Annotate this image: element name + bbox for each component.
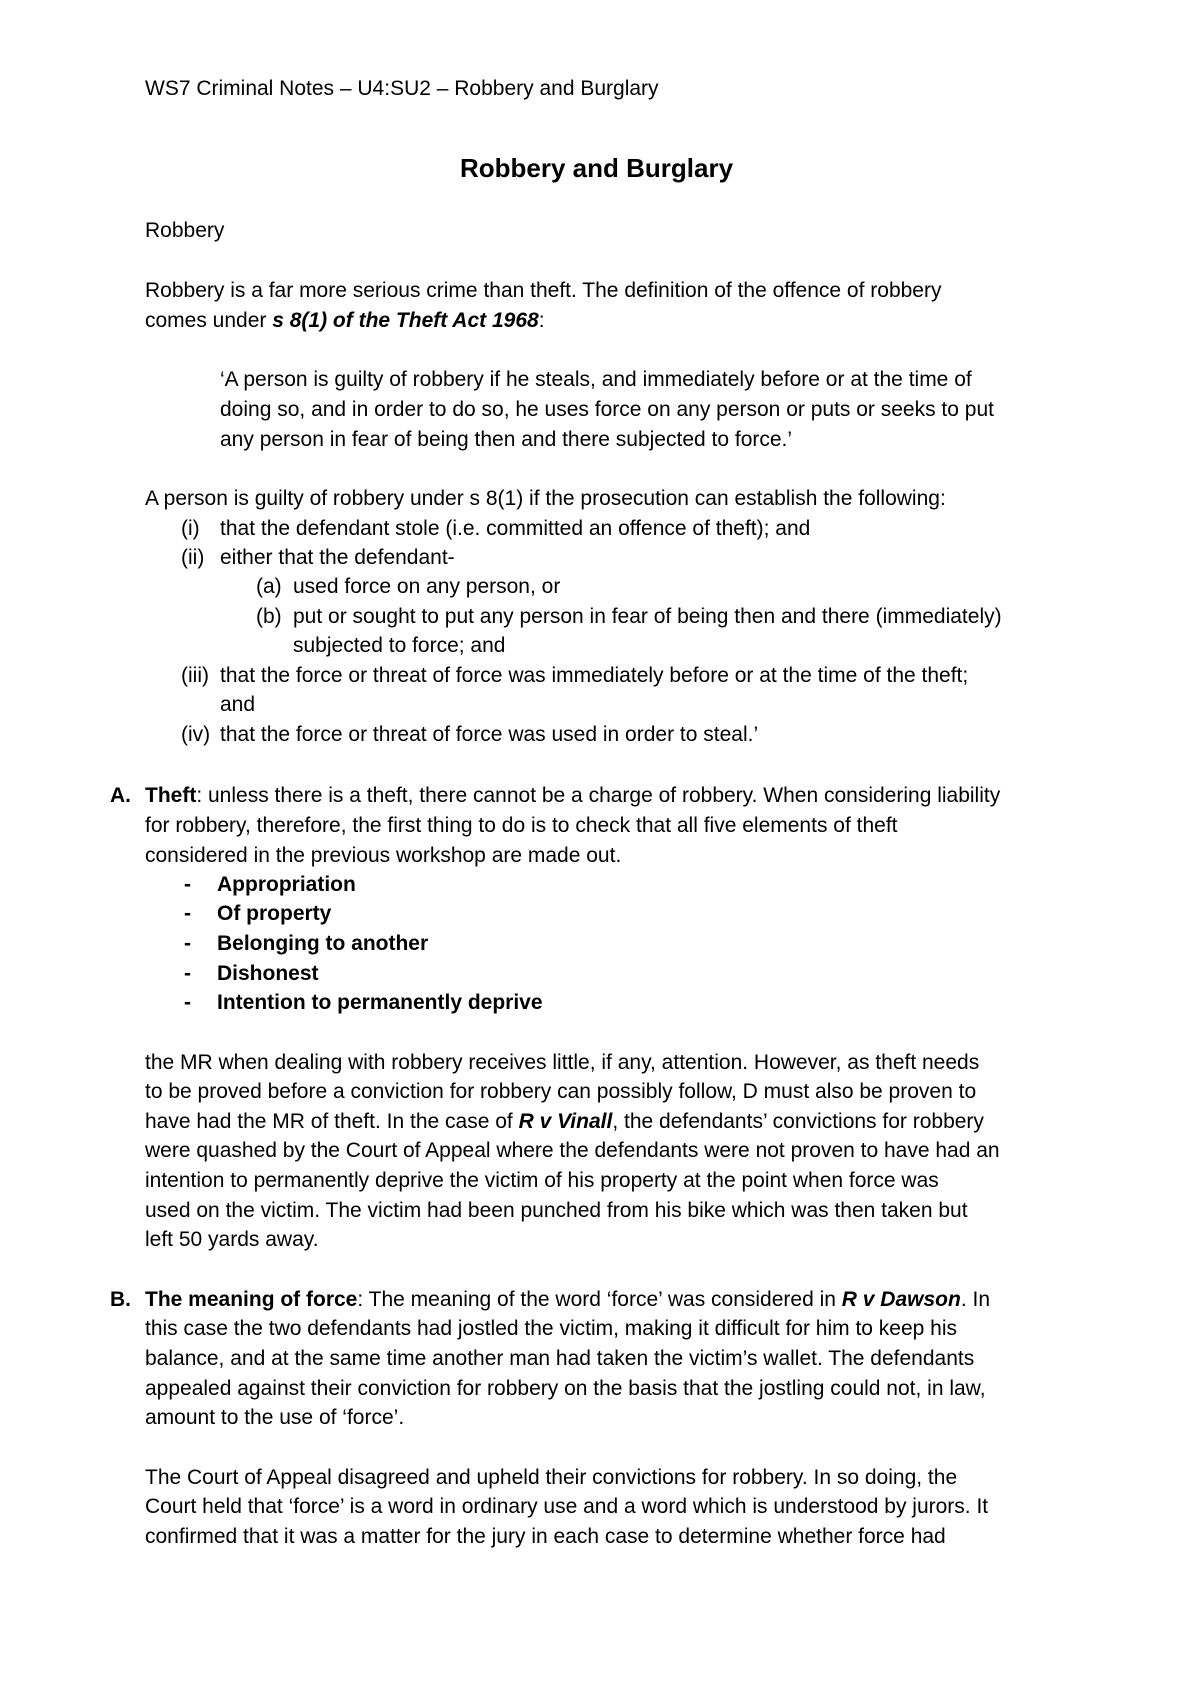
quote-line-1: ‘A person is guilty of robbery if he steals, and immediately before or at the time of (220, 368, 972, 391)
bullet-dash: - (184, 962, 191, 985)
intro-line-2: comes under s 8(1) of the Theft Act 1968: (145, 309, 545, 332)
list-marker: (a) (256, 575, 282, 598)
theft-element: Appropriation (217, 873, 356, 896)
case-name: R v Dawson (841, 1288, 961, 1311)
list-marker: (iv) (181, 723, 211, 746)
theft-element: Intention to permanently deprive (217, 991, 543, 1014)
quote-line-3: any person in fear of being then and there subjected to force.’ (220, 428, 793, 451)
element-iv: that the force or threat of force was used in order to steal.’ (220, 723, 759, 746)
theft-element: Belonging to another (217, 932, 429, 955)
bullet-dash: - (184, 902, 191, 925)
element-iii-line-1: that the force or threat of force was immediately before or at the time of the theft; (220, 664, 969, 687)
page-header: WS7 Criminal Notes – U4:SU2 – Robbery and Burglary (145, 77, 659, 100)
court-line-1: The Court of Appeal disagreed and upheld their convictions for robbery. In so doing, the (145, 1466, 958, 1489)
element-ii: either that the defendant- (220, 546, 455, 569)
court-line-2: Court held that ‘force’ is a word in ordinary use and a word which is understood by jurors. It (145, 1495, 989, 1518)
intro-line-1: Robbery is a far more serious crime than theft. The definition of the offence of robbery (145, 279, 942, 302)
mr-line-1: the MR when dealing with robbery receives little, if any, attention. However, as theft needs (145, 1051, 980, 1074)
theft-element: Of property (217, 902, 332, 925)
section-a-line-3: considered in the previous workshop are made out. (145, 844, 622, 867)
element-i: that the defendant stole (i.e. committed an offence of theft); and (220, 517, 811, 540)
page-title: Robbery and Burglary (460, 153, 734, 183)
list-marker: (ii) (181, 546, 205, 569)
mr-line-2: to be proved before a conviction for robbery can possibly follow, D must also be proven to (145, 1080, 977, 1103)
list-marker: (iii) (181, 664, 209, 687)
section-marker: B. (110, 1288, 131, 1311)
section-a-line-2: for robbery, therefore, the first thing to do is to check that all five elements of theft (145, 814, 898, 837)
case-name: R v Vinall (518, 1110, 613, 1133)
mr-line-4: were quashed by the Court of Appeal where the defendants were not proven to have had an (145, 1139, 1000, 1162)
section-b-heading: The meaning of force (145, 1288, 358, 1311)
statute-reference: s 8(1) of the Theft Act 1968 (272, 309, 539, 332)
quote-line-2: doing so, and in order to do so, he uses force on any person or puts or seeks to put (220, 398, 994, 421)
mr-line-3: have had the MR of theft. In the case of R v Vinall, the defendants’ convictions for robbery (145, 1110, 984, 1133)
theft-element: Dishonest (217, 962, 319, 985)
mr-line-6: used on the victim. The victim had been punched from his bike which was then taken but (145, 1199, 968, 1222)
mr-line-7: left 50 yards away. (145, 1228, 319, 1251)
bullet-dash: - (184, 932, 191, 955)
section-b-line-3: balance, and at the same time another man had taken the victim’s wallet. The defendants (145, 1347, 975, 1370)
elements-intro: A person is guilty of robbery under s 8(1) if the prosecution can establish the following: (145, 487, 946, 510)
section-a-line-1: Theft: unless there is a theft, there cannot be a charge of robbery. When considering liability (145, 784, 1001, 807)
section-b-line-1: The meaning of force: The meaning of the word ‘force’ was considered in R v Dawson. In (145, 1288, 991, 1311)
bullet-dash: - (184, 991, 191, 1014)
bullet-dash: - (184, 873, 191, 896)
list-marker: (i) (181, 517, 200, 540)
element-iii-line-2: and (220, 693, 256, 716)
element-b-line-1: put or sought to put any person in fear of being then and there (immediately) (293, 605, 1002, 628)
element-a: used force on any person, or (293, 575, 561, 598)
section-b-line-4: appealed against their conviction for robbery on the basis that the jostling could not, in law, (145, 1377, 986, 1400)
court-line-3: confirmed that it was a matter for the jury in each case to determine whether force had (145, 1525, 946, 1548)
list-marker: (b) (256, 605, 282, 628)
mr-line-5: intention to permanently deprive the victim of his property at the point when force was (145, 1169, 939, 1192)
section-b-line-5: amount to the use of ‘force’. (145, 1406, 405, 1429)
section-b-line-2: this case the two defendants had jostled the victim, making it difficult for him to keep his (145, 1317, 958, 1340)
section-a-heading: Theft (145, 784, 197, 807)
element-b-line-2: subjected to force; and (293, 634, 506, 657)
section-heading: Robbery (145, 219, 225, 242)
section-marker: A. (110, 784, 131, 807)
